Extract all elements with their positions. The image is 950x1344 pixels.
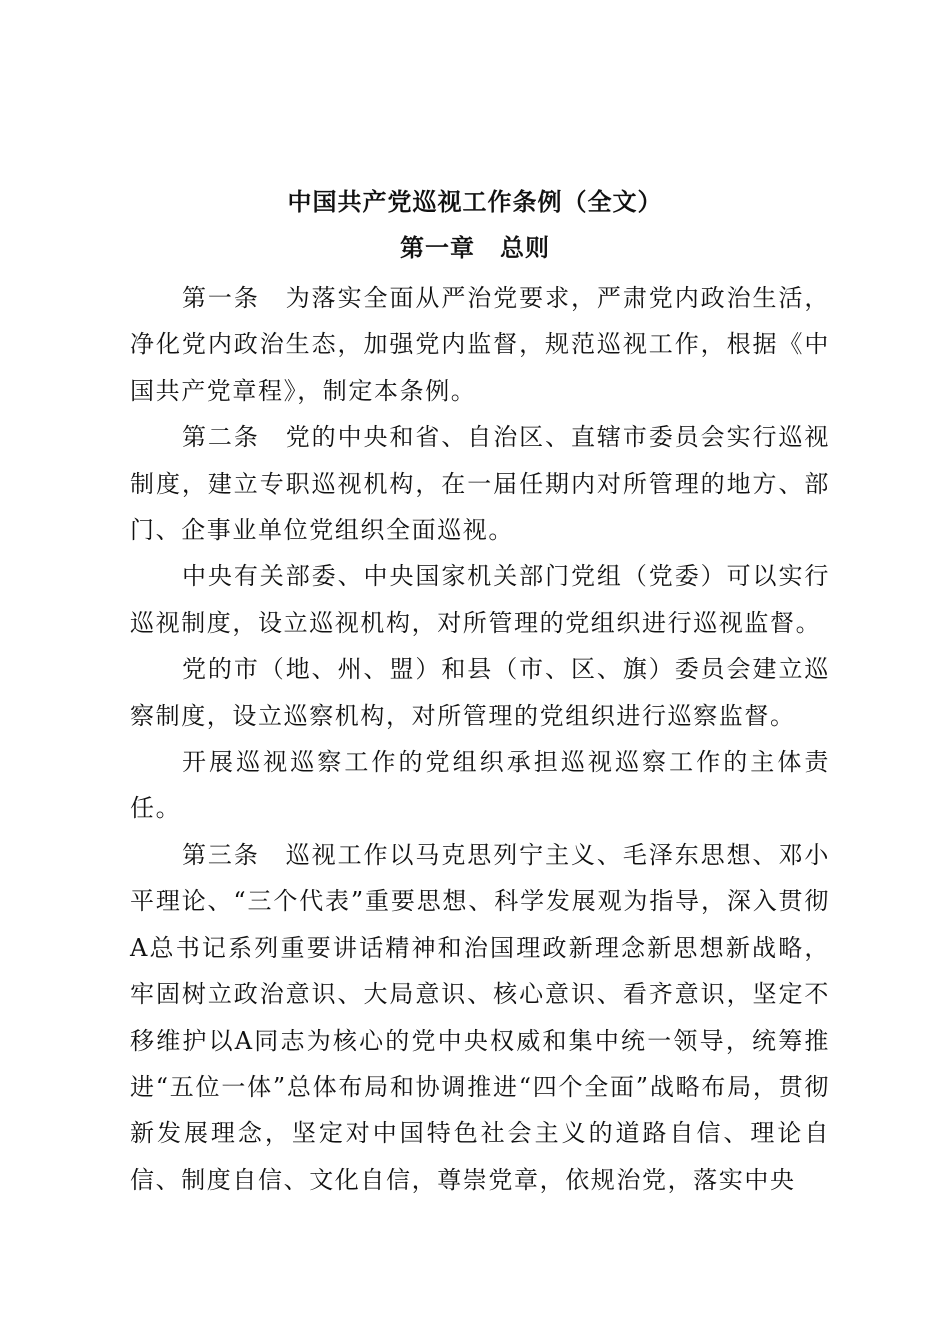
paragraph-article-3: 第三条 巡视工作以马克思列宁主义、毛泽东思想、邓小平理论、“三个代表”重要思想、科学发展观为指导，深入贯彻A总书记系列重要讲话精神和治国理政新理念新思想新战略，牢固树立政治意识、大局意识、核心意识、看齐意识，坚定不移维护以A同志为核心的党中央权威和集中统一领导，统筹推进“五位一体”总体布局和协调推进“四个全面”战略布局，贯彻新发展理念，坚定对中国特色社会主义的道路自信、理论自信、制度自信、文化自信，尊崇党章，依规治党，落实中央 <box>130 840 830 1194</box>
paragraph: 党的市（地、州、盟）和县（市、区、旗）委员会建立巡察制度，设立巡察机构，对所管理的党组织进行巡察监督。 <box>130 655 830 730</box>
paragraph-article-2: 第二条 党的中央和省、自治区、直辖市委员会实行巡视制度，建立专职巡视机构，在一届任期内对所管理的地方、部门、企事业单位党组织全面巡视。 <box>130 423 830 545</box>
paragraph-article-1: 第一条 为落实全面从严治党要求，严肃党内政治生活，净化党内政治生态，加强党内监督，规范巡视工作，根据《中国共产党章程》，制定本条例。 <box>130 284 830 405</box>
chapter-heading: 第一章 总则 <box>400 233 550 262</box>
paragraph: 中央有关部委、中央国家机关部门党组（党委）可以实行巡视制度，设立巡视机构，对所管理的党组织进行巡视监督。 <box>130 562 830 637</box>
document-title: 中国共产党巡视工作条例（全文） <box>287 187 663 216</box>
paragraph: 开展巡视巡察工作的党组织承担巡视巡察工作的主体责任。 <box>130 748 830 823</box>
document-body <box>130 275 830 1203</box>
